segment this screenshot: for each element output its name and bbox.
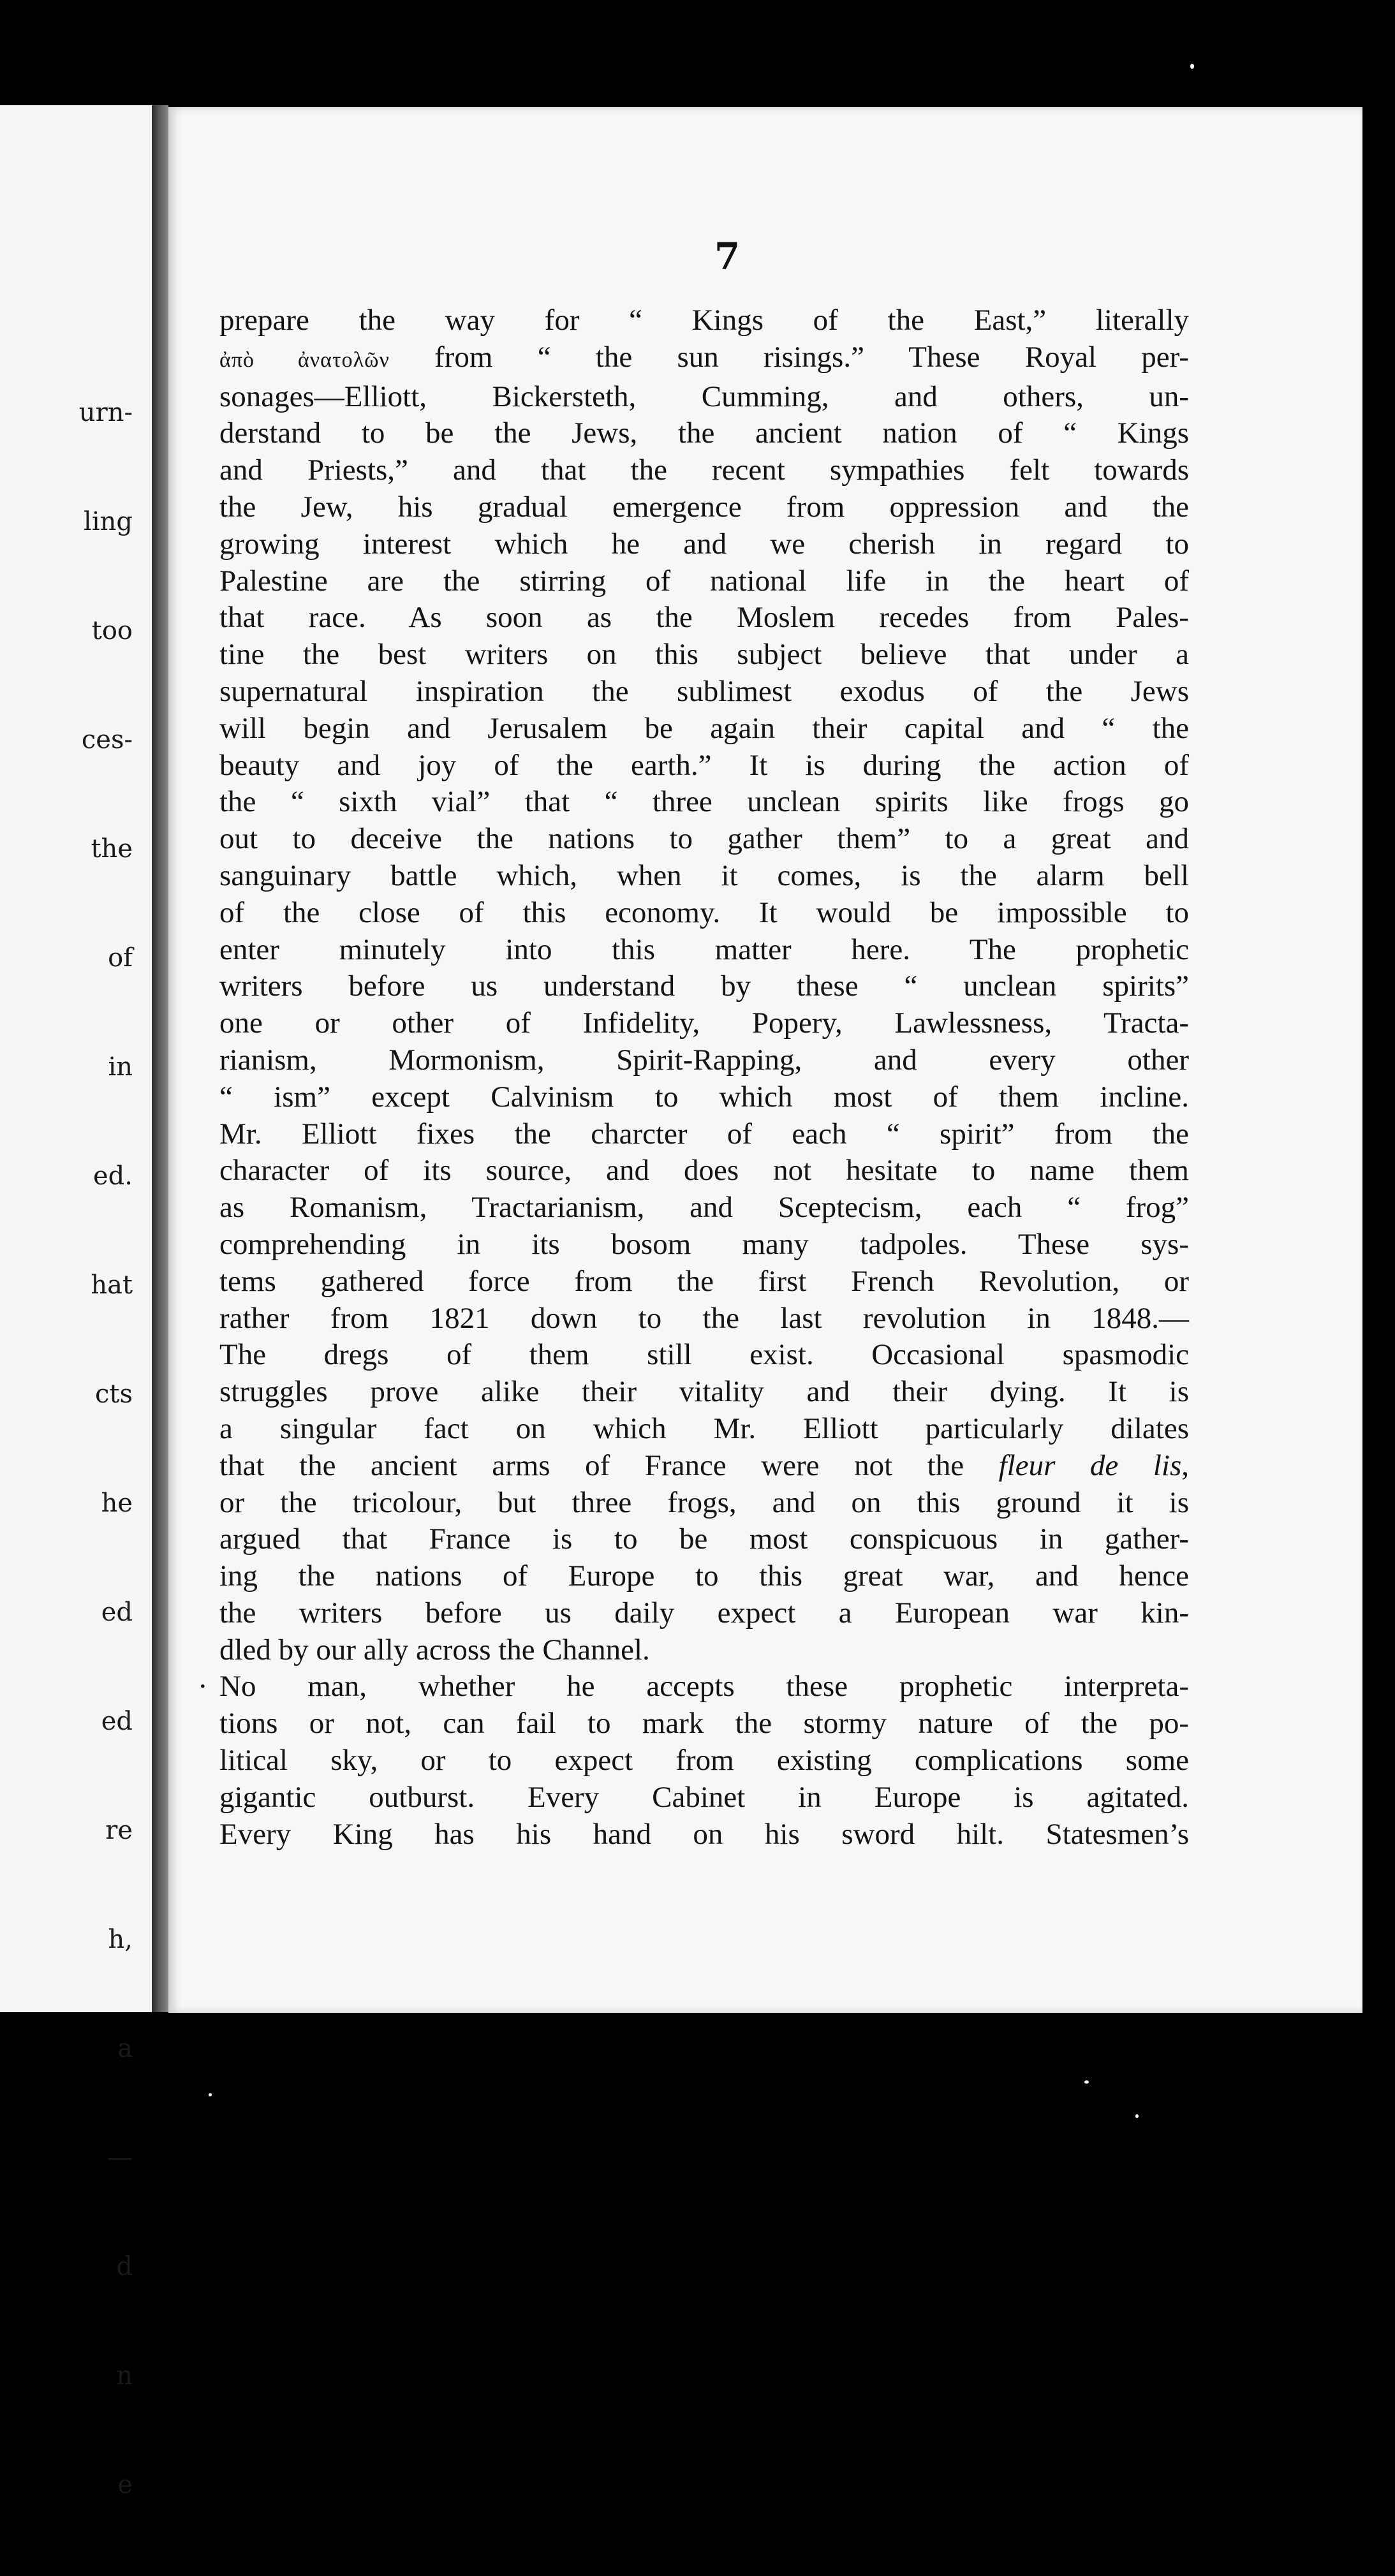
text-line: a singular fact on which Mr. Elliott particularly dilates — [219, 1411, 1189, 1445]
text-line: that race. As soon as the Moslem recedes from Pales- — [219, 601, 1189, 635]
text-line: ing the nations of Europe to this great war, and hence — [219, 1559, 1189, 1593]
text-line-rest: from “ the sun risings.” These Royal per- — [389, 340, 1189, 374]
text-line — [219, 339, 1189, 379]
left-fragment: hat — [91, 1270, 133, 1300]
text-line: prepare the way for “ Kings of the East,” literally — [219, 304, 1189, 337]
text-line: of the close of this economy. It would be impossible to — [219, 895, 1189, 929]
text-line: and Priests,” and that the recent sympathies felt towards — [219, 453, 1189, 487]
text-line: tine the best writers on this subject believe that under a — [219, 638, 1189, 672]
left-fragment: a — [117, 2034, 133, 2063]
text-line: writers before us understand by these “ unclean spirits” — [219, 969, 1189, 1003]
text-line: character of its source, and does not hesitate to name them — [219, 1154, 1189, 1188]
left-page-edge — [0, 105, 152, 2499]
left-fragment: of — [108, 943, 133, 973]
text-line: dled by our ally across the Channel. — [219, 1633, 650, 1667]
left-fragment: in — [108, 1052, 133, 1082]
text-line: The dregs of them still exist. Occasional spasmodic — [219, 1338, 1189, 1372]
left-fragment: cts — [94, 1380, 133, 1409]
text-line: rather from 1821 down to the last revolution in 1848.— — [219, 1301, 1189, 1335]
text-line: sanguinary battle which, when it comes, is the alarm bell — [219, 858, 1189, 892]
scan-speck — [1190, 64, 1194, 69]
text-line: comprehending in its bosom many tadpoles. These sys- — [219, 1227, 1189, 1261]
text-line: or the tricolour, but three frogs, and on this ground it is — [219, 1485, 1189, 1519]
left-fragment: ling — [84, 507, 133, 536]
left-fragment: h, — [108, 1925, 133, 1954]
text-line: the Jew, his gradual emergence from oppression and the — [219, 490, 1189, 524]
text-line: argued that France is to be most conspicuous in gather- — [219, 1522, 1189, 1556]
text-line: one or other of Infidelity, Popery, Lawlessness, Tracta- — [219, 1006, 1189, 1040]
text-line: enter minutely into this matter here. The prophetic — [219, 932, 1189, 966]
left-fragment: he — [101, 1489, 133, 1518]
text-line: tems gathered force from the first French Revolution, or — [219, 1264, 1189, 1298]
text-line-content: No man, whether he accepts these prophetic interpreta- — [219, 1670, 1189, 1704]
left-fragment: ed — [101, 1707, 133, 1736]
text-run: , — [1181, 1448, 1189, 1482]
scan-speck — [1135, 2114, 1139, 2118]
left-fragment: ed — [101, 1598, 133, 1627]
text-line: gigantic outburst. Every Cabinet in Europe is agitated. — [219, 1780, 1189, 1814]
left-fragment: — — [107, 2143, 133, 2172]
text-line: sonages—Elliott, Bickersteth, Cumming, and others, un- — [219, 379, 1189, 413]
left-fragment: ces- — [81, 725, 133, 754]
greek-phrase: ἀπὸ ἀνατολῶν — [219, 348, 390, 372]
text-line: struggles prove alike their vitality and their dying. It is — [219, 1375, 1189, 1409]
text-line: the “ sixth vial” that “ three unclean spirits like frogs go — [219, 785, 1189, 819]
text-line: Palestine are the stirring of national life in the heart of — [219, 564, 1189, 598]
text-line: beauty and joy of the earth.” It is during the action of — [219, 748, 1189, 782]
text-line: growing interest which he and we cherish in regard to — [219, 527, 1189, 561]
text-line: rianism, Mormonism, Spirit-Rapping, and every other — [219, 1043, 1189, 1077]
scan-speck — [209, 2093, 212, 2096]
book-gutter — [152, 105, 168, 2012]
left-page-fragments — [5, 322, 133, 2576]
italic-phrase: fleur de lis — [998, 1448, 1182, 1482]
text-line: derstand to be the Jews, the ancient nation of “ Kings — [219, 416, 1189, 450]
left-fragment: d — [116, 2252, 133, 2281]
text-line-paragraph-start: · No man, whether he accepts these prophetic interpreta- — [198, 1670, 1189, 1704]
left-fragment: e — [117, 2470, 133, 2499]
left-fragment: the — [91, 834, 133, 864]
left-fragment: too — [91, 616, 133, 645]
scan-speck — [1084, 2080, 1089, 2084]
text-line: will begin and Jerusalem be again their capital and “ the — [219, 711, 1189, 745]
left-fragment: ed. — [93, 1161, 133, 1191]
text-line: the writers before us daily expect a European war kin- — [219, 1596, 1189, 1630]
text-line: Mr. Elliott fixes the charcter of each “ spirit” from the — [219, 1117, 1189, 1151]
page-number: 7 — [714, 235, 741, 278]
left-fragment: n — [116, 2361, 133, 2390]
text-line: supernatural inspiration the sublimest exodus of the Jews — [219, 674, 1189, 708]
text-line-fleur — [219, 1448, 1189, 1485]
body-text — [198, 302, 1189, 1853]
text-run: that the ancient arms of France were not the — [219, 1448, 999, 1482]
text-line: tions or not, can fail to mark the stormy nature of the po- — [219, 1707, 1189, 1741]
text-line: “ ism” except Calvinism to which most of them incline. — [219, 1080, 1189, 1114]
left-fragment: re — [105, 1816, 133, 1845]
text-line: out to deceive the nations to gather them” to a great and — [219, 822, 1189, 856]
text-line: litical sky, or to expect from existing complications some — [219, 1744, 1189, 1777]
left-fragment: urn- — [78, 398, 133, 427]
text-line: Every King has his hand on his sword hilt. Statesmen’s — [219, 1817, 1189, 1851]
book-page — [168, 107, 1362, 2013]
text-line: as Romanism, Tractarianism, and Sceptecism, each “ frog” — [219, 1191, 1189, 1225]
